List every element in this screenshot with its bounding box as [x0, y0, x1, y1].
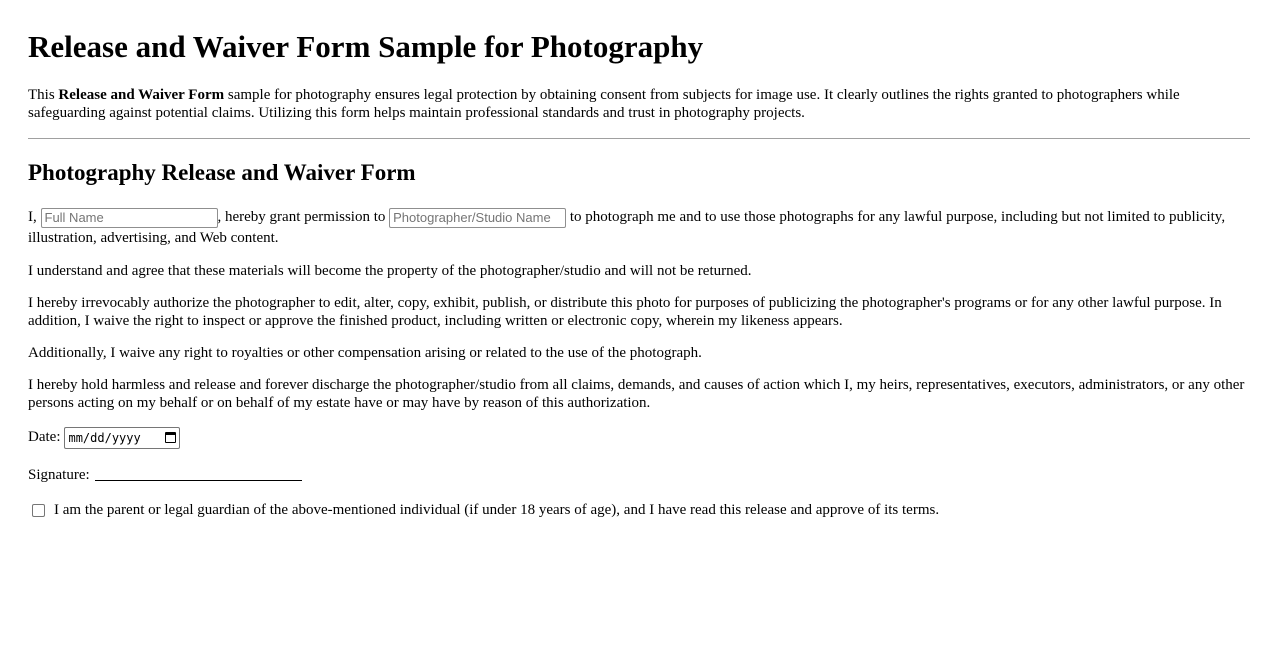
intro-text-end: sample for photography ensures legal protection by obtaining consent from subjects for image use. It clearly outlines the rights granted to photographers while safeguarding against potential claims. Utilizing this form helps maintain professional standards and trust in photography projects. — [28, 87, 1180, 121]
signature-label: Signature: — [28, 466, 90, 483]
grant-suffix: to photograph me and to use those photographs for any lawful purpose, including but not limited to publicity, illustration, advertising, and Web content. — [28, 209, 1226, 246]
grant-prefix: I, — [28, 209, 41, 225]
signature-line — [95, 466, 302, 481]
grant-middle: , hereby grant permission to — [217, 209, 390, 225]
authorization-paragraph: I hereby irrevocably authorize the photographer to edit, alter, copy, exhibit, publish, or distribute this photo for purposes of publicizing the photographer's programs or for any other lawful purpose. In addition, I waive the right to inspect or approve the finished product, including written or electronic copy, wherein my likeness appears. — [28, 294, 1222, 329]
guardian-row — [28, 502, 1250, 519]
intro-bold-text: Release and Waiver Form — [58, 87, 225, 103]
intro-text-start: This — [28, 87, 59, 103]
royalties-paragraph: Additionally, I waive any right to royalties or other compensation arising or related to the use of the photograph. — [28, 344, 702, 361]
date-label: Date: — [28, 429, 61, 446]
grant-paragraph — [28, 207, 1250, 248]
calendar-icon[interactable] — [165, 432, 176, 443]
form-heading: Photography Release and Waiver Form — [28, 160, 416, 185]
property-paragraph: I understand and agree that these materials will become the property of the photographer/studio and will not be returned. — [28, 262, 752, 279]
studio-name-input[interactable] — [389, 208, 566, 228]
guardian-label: I am the parent or legal guardian of the above-mentioned individual (if under 18 years of age), and I have read this release and approve of its terms. — [54, 501, 940, 518]
page-title: Release and Waiver Form Sample for Photography — [28, 29, 704, 64]
date-placeholder: mm/dd/yyyy — [68, 430, 141, 445]
divider — [28, 138, 1250, 139]
intro-paragraph — [28, 86, 1238, 122]
full-name-input[interactable] — [41, 208, 218, 228]
release-paragraph: I hereby hold harmless and release and forever discharge the photographer/studio from all claims, demands, and causes of action which I, my heirs, representatives, executors, administrators, or any other persons acting on my behalf or on behalf of my estate have or may have by reason of this authorization. — [28, 376, 1245, 411]
date-row — [28, 427, 1250, 449]
signature-row — [28, 464, 1250, 484]
guardian-checkbox[interactable] — [32, 504, 45, 517]
date-input[interactable] — [64, 427, 180, 449]
